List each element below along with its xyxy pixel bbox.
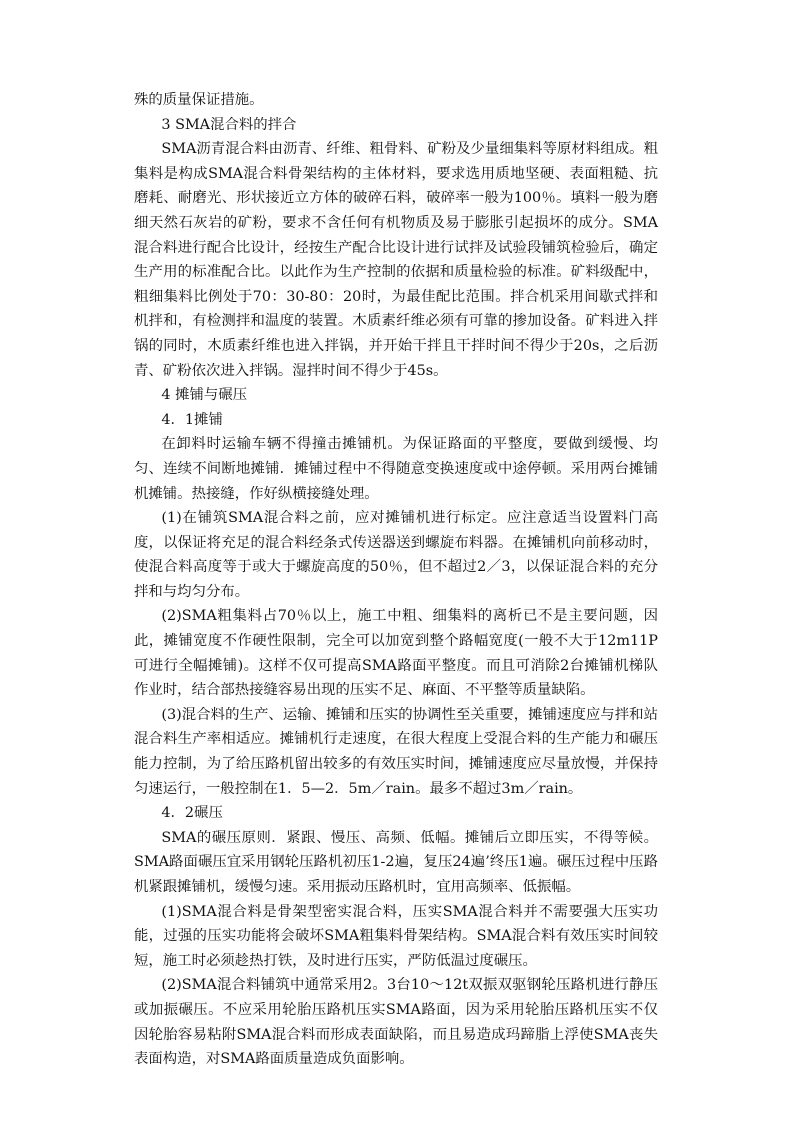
- paragraph-paving-item-2: (2)SMA粗集料占70％以上，施工中粗、细集料的离析已不是主要问题，因此，摊铺宽度不作硬性限制，完全可以加宽到整个路幅宽度(一般不大于12m11P可进行全幅摊铺)。这样不仅可提高SMA路面平整度。而且可消除2台摊铺机梯队作业时，结合部热接缝容易出现的压实不足、麻面、不平整等质量缺陷。: [134, 608, 658, 699]
- section-heading-mixing: 3 SMA混合料的拌合: [161, 116, 297, 133]
- document-page: [134, 88, 658, 1072]
- paragraph-paving-intro: 在卸料时运输车辆不得撞击摊铺机。为保证路面的平整度，要做到缓慢、均匀、连续不间断地摊铺．摊铺过程中不得随意变换速度或中途停顿。采用两台摊铺机摊铺。热接缝，作好纵横接缝处理。: [134, 436, 658, 502]
- paragraph-compaction-intro: SMA的碾压原则．紧跟、慢压、高频、低幅。摊铺后立即压实，不得等候。SMA路面碾压宜采用钢轮压路机初压1-2遍，复压24遍’终压1遍。碾压过程中压路机紧跟摊铺机，缓慢匀速。采用振动压路机时，宜用高频率、低振幅。: [134, 829, 658, 895]
- paragraph-mixing: SMA沥青混合料由沥青、纤维、粗骨料、矿粉及少量细集料等原材料组成。粗集料是构成SMA混合料骨架结构的主体材料，要求选用质地坚硬、表面粗糙、抗磨耗、耐磨光、形状接近立方体的破碎石料，破碎率一般为100％。填料一般为磨细天然石灰岩的矿粉，要求不含任何有机物质及易于膨胀引起损坏的成分。SMA混合料进行配合比设计，经按生产配合比设计进行试拌及试验段铺筑检验后，确定生产用的标准配合比。以此作为生产控制的依据和质量检验的标准。矿料级配中，粗细集料比例处于70：30-80：20时，为最佳配比范围。拌合机采用间歇式拌和机拌和，有检测拌和温度的装置。木质素纤维必须有可靠的掺加设备。矿料进入拌锅的同时，木质素纤维也进入拌锅，并开始干拌且干拌时间不得少于20s，之后沥青、矿粉依次进入拌锅。湿拌时间不得少于45s。: [134, 141, 658, 379]
- subsection-heading-paving: 4．1摊铺: [161, 411, 223, 428]
- paragraph-paving-item-3: (3)混合料的生产、运输、摊铺和压实的协调性至关重要，摊铺速度应与拌和站混合料生产率相适应。摊铺机行走速度，在很大程度上受混合料的生产能力和碾压能力控制，为了给压路机留出较多的有效压实时间，摊铺速度应尽量放慢，并保持匀速运行，一般控制在1．5—2．5m／rain。最多不超过3m／rain。: [134, 706, 658, 797]
- paragraph-compaction-item-2: (2)SMA混合料铺筑中通常采用2。3台10～12t双振双驱钢轮压路机进行静压或加振碾压。不应采用轮胎压路机压实SMA路面，因为采用轮胎压路机压实不仅因轮胎容易粘附SMA混合料而形成表面缺陷，而且易造成玛蹄脂上浮使SMA丧失表面构造，对SMA路面质量造成负面影响。: [134, 977, 658, 1068]
- subsection-heading-compaction: 4．2碾压: [161, 805, 223, 822]
- section-heading-paving-compaction: 4 摊铺与碾压: [161, 387, 248, 404]
- paragraph-paving-item-1: (1)在铺筑SMA混合料之前，应对摊铺机进行标定。应注意适当设置料门高度，以保证将充足的混合料经条式传送器送到螺旋布料器。在摊铺机向前移动时，使混合料高度等于或大于螺旋高度的50％，但不超过2／3，以保证混合料的充分拌和与均匀分布。: [134, 510, 658, 600]
- paragraph-compaction-item-1: (1)SMA混合料是骨架型密实混合料，压实SMA混合料并不需要强大压实功能，过强的压实功能将会破坏SMA粗集料骨架结构。SMA混合料有效压实时间较短，施工时必须趁热打铁，及时进行压实，严防低温过度碾压。: [134, 903, 658, 969]
- paragraph-continuation: 殊的质量保证措施。: [134, 92, 264, 108]
